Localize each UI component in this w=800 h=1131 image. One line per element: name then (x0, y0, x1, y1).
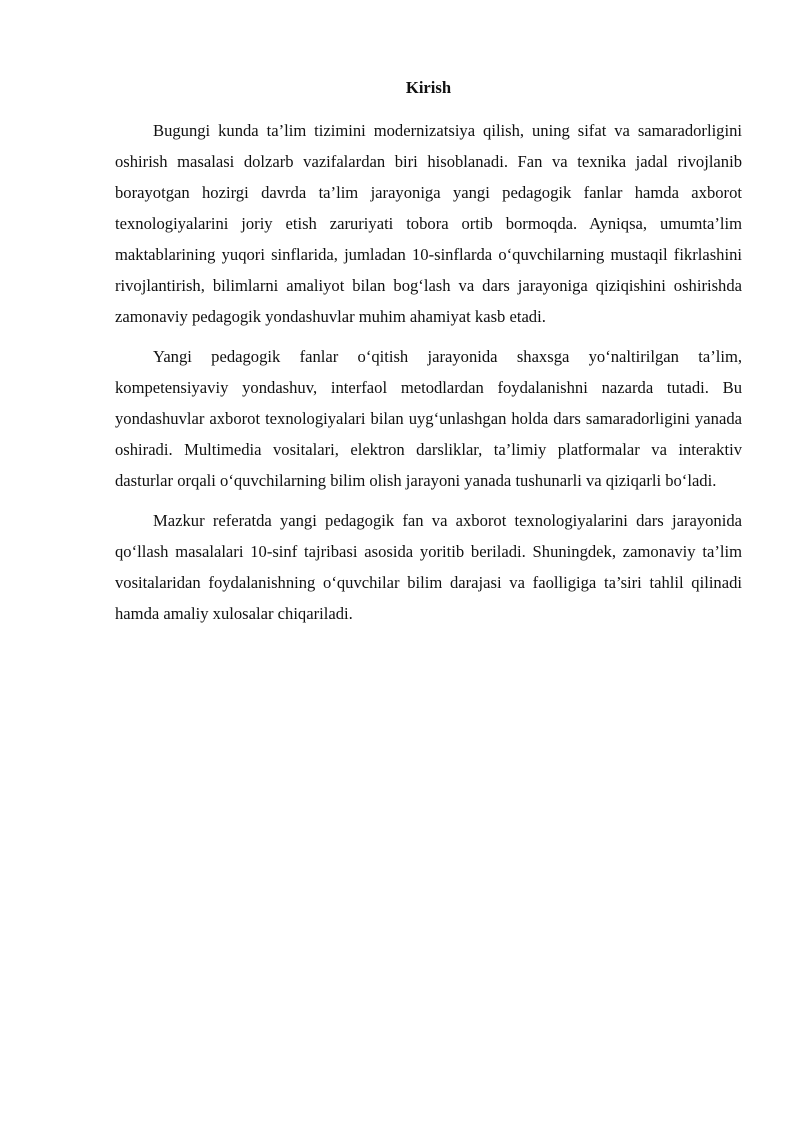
paragraph-2: Yangi pedagogik fanlar o‘qitish jarayonida shaxsga yo‘naltirilgan ta’lim, kompetensiyaviy yondashuv, interfaol metodlardan foydalanishni nazarda tutadi. Bu yondashuvlar axborot texnologiyalari bilan uyg‘unlashgan holda dars samaradorligini yanada oshiradi. Multimedia vositalari, elektron darsliklar, ta’limiy platformalar va interaktiv dasturlar orqali o‘quvchilarning bilim olish jarayoni yanada tushunarli va qiziqarli bo‘ladi. (115, 347, 742, 490)
paragraph-1: Bugungi kunda ta’lim tizimini modernizatsiya qilish, uning sifat va samaradorligini oshirish masalasi dolzarb vazifalardan biri hisoblanadi. Fan va texnika jadal rivojlanib borayotgan hozirgi davrda ta’lim jarayoniga yangi pedagogik fanlar hamda axborot texnologiyalarini joriy etish zaruriyati tobora ortib bormoqda. Ayniqsa, umumta’lim maktablarining yuqori sinflarida, jumladan 10-sinflarda o‘quvchilarning mustaqil fikrlashini rivojlantirish, bilimlarni amaliyot bilan bog‘lash va dars jarayoniga qiziqishini oshirishda zamonaviy pedagogik yondashuvlar muhim ahamiyat kasb etadi. (115, 121, 742, 326)
page-title: Kirish (405, 78, 452, 97)
paragraph-3: Mazkur referatda yangi pedagogik fan va axborot texnologiyalarini dars jarayonida qo‘llash masalalari 10-sinf tajribasi asosida yoritib beriladi. Shuningdek, zamonaviy ta’lim vositalaridan foydalanishning o‘quvchilar bilim darajasi va faolligiga ta’siri tahlil qilinadi hamda amaliy xulosalar chiqariladi. (115, 511, 742, 623)
document-body (115, 74, 742, 638)
